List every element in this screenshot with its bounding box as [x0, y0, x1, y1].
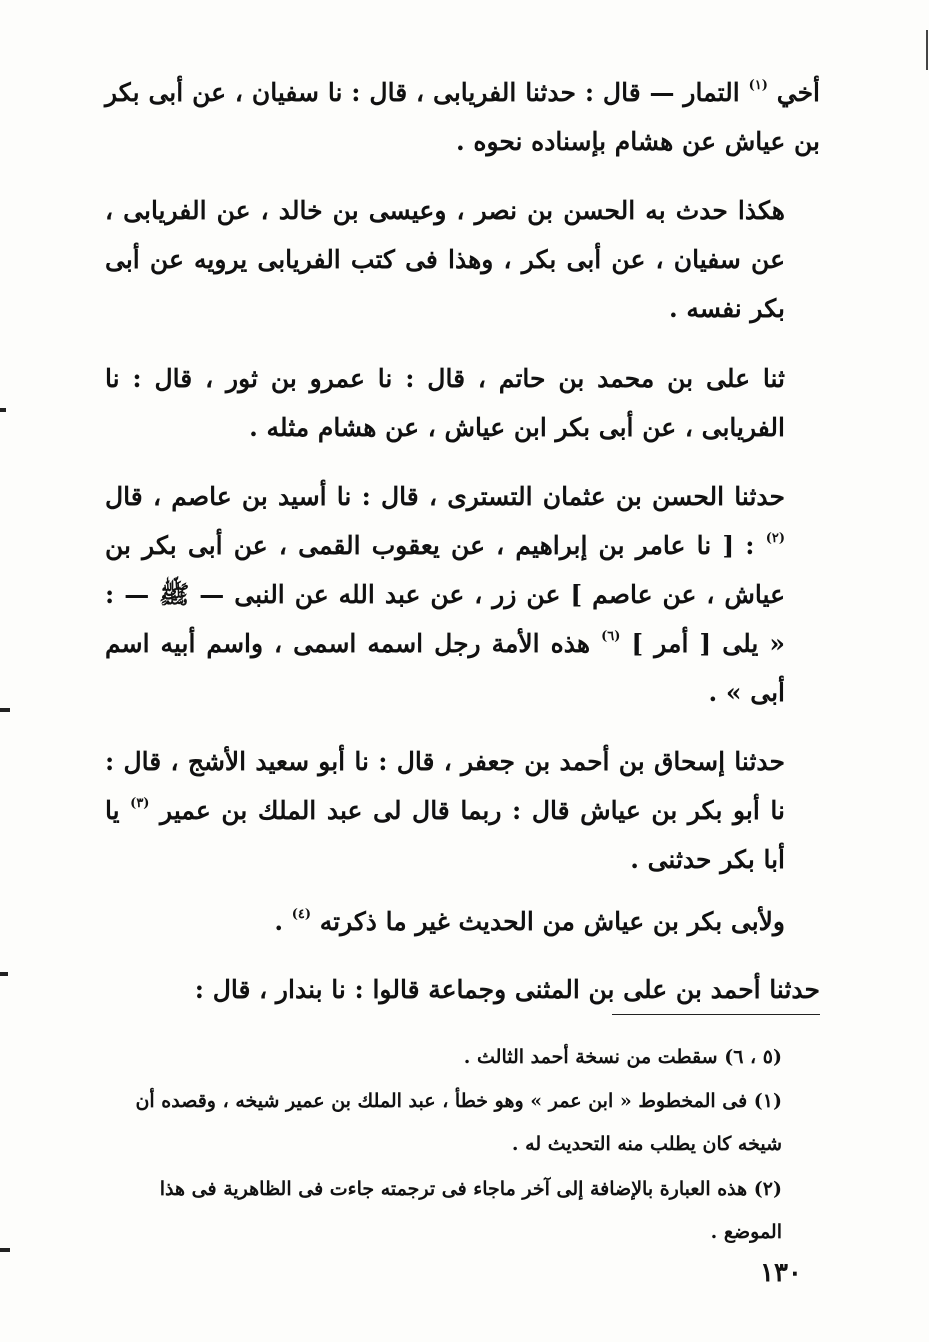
paragraph-text: هذه الأمة رجل اسمه اسمى ، واسم أبيه اسم أبى » .	[105, 629, 785, 707]
paragraph-text: التمار — قال : حدثنا الفريابى ، قال : نا سفيان ، عن أبى بكر بن عياش عن هشام بإسناده نحوه .	[105, 78, 820, 156]
footnote-ref: (٢)	[765, 531, 785, 546]
footnote-ref: (٦)	[601, 629, 621, 644]
edge-mark	[0, 972, 8, 976]
footnote-2: (١) فى المخطوط « ابن عمر » وهو خطأ ، عبد الملك بن عمير شيخه ، وقصده أن شيخه كان يطلب منه التحديث له .	[135, 1090, 782, 1155]
footnote-separator	[612, 1014, 820, 1015]
paragraph-text: حدثنا الحسن بن عثمان التسترى ، قال : نا أسيد بن عاصم ، قال	[105, 482, 785, 511]
paragraph-text: حدثنا أحمد بن على بن المثنى وجماعة قالوا : نا بندار ، قال :	[194, 975, 820, 1004]
paragraph-text: هكذا حدث به الحسن بن نصر ، وعيسى بن خالد ، عن الفريابى ، عن سفيان ، عن أبى بكر ، وهذا فى كتب الفريابى يرويه عن أبى بكر نفسه .	[105, 196, 785, 323]
footnote-ref: (٤)	[291, 907, 312, 922]
paragraph-text: أخي	[767, 78, 820, 107]
paragraph-5	[105, 737, 820, 884]
footnote-1: (٥ ، ٦) سقطت من نسخة أحمد الثالث .	[463, 1046, 782, 1068]
paragraph-1	[105, 68, 820, 166]
paragraph-text: ولأبى بكر بن عياش من الحديث غير ما ذكرته	[311, 907, 785, 936]
paragraph-4	[105, 472, 820, 717]
paragraph-text: حدثنا إسحاق بن أحمد بن جعفر ، قال : نا أبو سعيد الأشج ، قال : نا أبو بكر بن عياش قال : ربما قال لى عبد الملك بن عمير	[105, 747, 785, 825]
paragraph-text: : [ نا عامر بن إبراهيم ، عن يعقوب القمى ، عن أبى بكر بن عياش ، عن عاصم ] عن زر ، عن عبد الله عن النبى — ﷺ — : « يلى [ أمر ]	[105, 531, 785, 658]
page-number: ١٣٠	[760, 1258, 802, 1288]
paragraph-text: .	[274, 907, 292, 936]
paragraph-6	[105, 897, 820, 946]
edge-mark	[0, 408, 6, 412]
footnote-ref: (١)	[748, 78, 768, 93]
edge-mark	[0, 1248, 10, 1252]
edge-mark	[0, 708, 10, 712]
paragraph-text: ثنا على بن محمد بن حاتم ، قال : نا عمرو بن ثور ، قال : نا الفريابى ، عن أبى بكر ابن عياش ، عن هشام مثله .	[105, 364, 785, 442]
footnote-3: (٢) هذه العبارة بالإضافة إلى آخر ماجاء فى ترجمته جاءت فى الظاهرية فى هذا الموضع .	[159, 1178, 782, 1243]
paragraph-3	[105, 354, 820, 452]
paragraph-2	[105, 186, 820, 333]
paragraph-7	[105, 965, 820, 1014]
paragraph-text: يا أبا بكر حدثنى .	[105, 796, 785, 874]
footnote-ref: (٣)	[130, 796, 150, 811]
scan-artifact	[926, 30, 928, 70]
